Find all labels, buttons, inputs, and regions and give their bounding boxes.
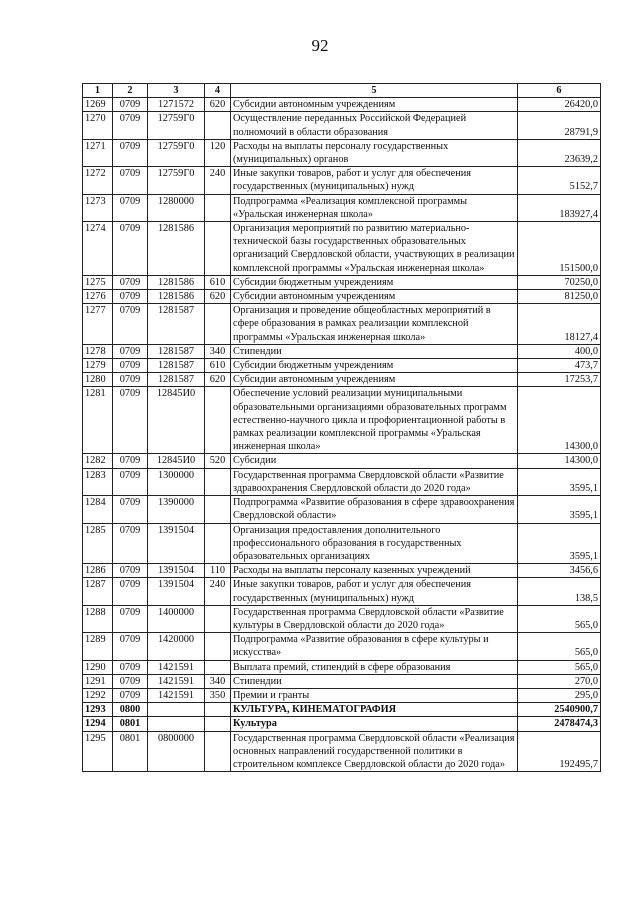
expense-type: 610: [205, 359, 231, 373]
amount: 26420,0: [518, 98, 601, 112]
article-code: 1281586: [148, 275, 205, 289]
row-number: 1286: [83, 564, 113, 578]
table-row: [83, 564, 601, 578]
amount: 3456,6: [518, 564, 601, 578]
table-row: [83, 167, 601, 194]
article-code: 1281586: [148, 290, 205, 304]
section-code: 0709: [113, 304, 148, 345]
amount: 295,0: [518, 688, 601, 702]
item-name: Государственная программа Свердловской области «Развитие культуры в Свердловской области до 2020 года»: [231, 605, 518, 632]
row-number: 1293: [83, 703, 113, 717]
section-code: 0801: [113, 731, 148, 772]
table-row: [83, 344, 601, 358]
expense-type: 240: [205, 167, 231, 194]
expense-type: [205, 660, 231, 674]
article-code: 0800000: [148, 731, 205, 772]
row-number: 1294: [83, 717, 113, 731]
item-name: КУЛЬТУРА, КИНЕМАТОГРАФИЯ: [231, 703, 518, 717]
row-number: 1274: [83, 222, 113, 276]
amount: 17253,7: [518, 373, 601, 387]
item-name: Субсидии бюджетным учреждениям: [231, 275, 518, 289]
section-code: 0709: [113, 344, 148, 358]
row-number: 1283: [83, 468, 113, 495]
section-code: 0709: [113, 222, 148, 276]
column-header: 1: [83, 84, 113, 98]
expense-type: [205, 731, 231, 772]
table-row: [83, 717, 601, 731]
row-number: 1285: [83, 523, 113, 564]
section-code: 0709: [113, 605, 148, 632]
column-header: 4: [205, 84, 231, 98]
article-code: 1281587: [148, 373, 205, 387]
article-code: 1391504: [148, 523, 205, 564]
article-code: 12845И0: [148, 454, 205, 468]
section-code: 0709: [113, 523, 148, 564]
amount: 23639,2: [518, 139, 601, 166]
amount: 3595,1: [518, 496, 601, 523]
item-name: Государственная программа Свердловской области «Реализация основных направлений государственной политики в строительном комплексе Свердловской области до 2020 года»: [231, 731, 518, 772]
item-name: Субсидии автономным учреждениям: [231, 98, 518, 112]
column-header: 5: [231, 84, 518, 98]
budget-table: [82, 83, 601, 772]
expense-type: 520: [205, 454, 231, 468]
amount: 3595,1: [518, 468, 601, 495]
expense-type: 110: [205, 564, 231, 578]
article-code: [148, 703, 205, 717]
article-code: 1281587: [148, 344, 205, 358]
table-row: [83, 496, 601, 523]
item-name: Государственная программа Свердловской области «Развитие здравоохранения Свердловской области до 2020 года»: [231, 468, 518, 495]
expense-type: 340: [205, 344, 231, 358]
amount: 151500,0: [518, 222, 601, 276]
table-row: [83, 523, 601, 564]
section-code: 0709: [113, 387, 148, 454]
expense-type: 620: [205, 290, 231, 304]
column-header: 2: [113, 84, 148, 98]
item-name: Иные закупки товаров, работ и услуг для обеспечения государственных (муниципальных) нужд: [231, 578, 518, 605]
amount: 18127,4: [518, 304, 601, 345]
table-row: [83, 605, 601, 632]
row-number: 1284: [83, 496, 113, 523]
amount: 2478474,3: [518, 717, 601, 731]
section-code: 0709: [113, 112, 148, 139]
expense-type: [205, 468, 231, 495]
row-number: 1279: [83, 359, 113, 373]
item-name: Выплата премий, стипендий в сфере образования: [231, 660, 518, 674]
table-row: [83, 194, 601, 221]
section-code: 0709: [113, 633, 148, 660]
expense-type: 340: [205, 674, 231, 688]
item-name: Подпрограмма «Развитие образования в сфере культуры и искусства»: [231, 633, 518, 660]
section-code: 0709: [113, 167, 148, 194]
column-header: 6: [518, 84, 601, 98]
row-number: 1281: [83, 387, 113, 454]
item-name: Стипендии: [231, 344, 518, 358]
row-number: 1290: [83, 660, 113, 674]
row-number: 1276: [83, 290, 113, 304]
expense-type: [205, 304, 231, 345]
item-name: Организация мероприятий по развитию материально-технической базы государственных образовательных организаций Свердловской области, участвующих в реализации комплексной программы «Уральская инженерная школа»: [231, 222, 518, 276]
expense-type: 240: [205, 578, 231, 605]
amount: 565,0: [518, 605, 601, 632]
article-code: 12759Г0: [148, 139, 205, 166]
table-row: [83, 275, 601, 289]
table-row: [83, 387, 601, 454]
table-row: [83, 731, 601, 772]
expense-type: [205, 717, 231, 731]
item-name: Иные закупки товаров, работ и услуг для обеспечения государственных (муниципальных) нужд: [231, 167, 518, 194]
expense-type: 620: [205, 373, 231, 387]
amount: 28791,9: [518, 112, 601, 139]
article-code: 12845И0: [148, 387, 205, 454]
section-code: 0709: [113, 468, 148, 495]
table-row: [83, 112, 601, 139]
item-name: Культура: [231, 717, 518, 731]
row-number: 1271: [83, 139, 113, 166]
table-row: [83, 660, 601, 674]
article-code: 1300000: [148, 468, 205, 495]
row-number: 1291: [83, 674, 113, 688]
amount: 183927,4: [518, 194, 601, 221]
item-name: Стипендии: [231, 674, 518, 688]
article-code: 1271572: [148, 98, 205, 112]
article-code: 1281587: [148, 304, 205, 345]
table-row: [83, 688, 601, 702]
expense-type: [205, 703, 231, 717]
amount: 81250,0: [518, 290, 601, 304]
page-number: 92: [311, 36, 329, 55]
section-code: 0709: [113, 139, 148, 166]
amount: 565,0: [518, 660, 601, 674]
section-code: 0709: [113, 578, 148, 605]
article-code: 1281587: [148, 359, 205, 373]
section-code: 0800: [113, 703, 148, 717]
expense-type: 610: [205, 275, 231, 289]
table-row: [83, 359, 601, 373]
expense-type: [205, 387, 231, 454]
article-code: 1391504: [148, 564, 205, 578]
amount: 3595,1: [518, 523, 601, 564]
amount: 270,0: [518, 674, 601, 688]
amount: 5152,7: [518, 167, 601, 194]
row-number: 1275: [83, 275, 113, 289]
article-code: 1281586: [148, 222, 205, 276]
item-name: Организация и проведение общеобластных мероприятий в сфере образования в рамках реализации комплексной программы «Уральская инженерная школа»: [231, 304, 518, 345]
expense-type: [205, 605, 231, 632]
table-row: [83, 290, 601, 304]
expense-type: [205, 496, 231, 523]
expense-type: [205, 523, 231, 564]
row-number: 1280: [83, 373, 113, 387]
section-code: 0709: [113, 674, 148, 688]
row-number: 1269: [83, 98, 113, 112]
row-number: 1273: [83, 194, 113, 221]
item-name: Субсидии бюджетным учреждениям: [231, 359, 518, 373]
amount: 14300,0: [518, 387, 601, 454]
article-code: 1421591: [148, 674, 205, 688]
expense-type: [205, 222, 231, 276]
table-row: [83, 468, 601, 495]
expense-type: [205, 633, 231, 660]
amount: 138,5: [518, 578, 601, 605]
expense-type: 620: [205, 98, 231, 112]
table-row: [83, 222, 601, 276]
section-code: 0709: [113, 454, 148, 468]
section-code: 0709: [113, 660, 148, 674]
row-number: 1295: [83, 731, 113, 772]
section-code: 0709: [113, 688, 148, 702]
expense-type: 120: [205, 139, 231, 166]
item-name: Подпрограмма «Реализация комплексной программы «Уральская инженерная школа»: [231, 194, 518, 221]
article-code: 1390000: [148, 496, 205, 523]
table-row: [83, 703, 601, 717]
row-number: 1270: [83, 112, 113, 139]
expense-type: [205, 112, 231, 139]
expense-type: 350: [205, 688, 231, 702]
table-row: [83, 98, 601, 112]
item-name: Организация предоставления дополнительного профессионального образования в государственных образовательных организациях: [231, 523, 518, 564]
row-number: 1277: [83, 304, 113, 345]
item-name: Расходы на выплаты персоналу казенных учреждений: [231, 564, 518, 578]
amount: 2540900,7: [518, 703, 601, 717]
amount: 70250,0: [518, 275, 601, 289]
table-row: [83, 674, 601, 688]
article-code: 1421591: [148, 660, 205, 674]
table-row: [83, 578, 601, 605]
article-code: 1421591: [148, 688, 205, 702]
article-code: 1400000: [148, 605, 205, 632]
column-header: 3: [148, 84, 205, 98]
section-code: 0709: [113, 275, 148, 289]
row-number: 1288: [83, 605, 113, 632]
row-number: 1292: [83, 688, 113, 702]
row-number: 1278: [83, 344, 113, 358]
item-name: Субсидии автономным учреждениям: [231, 290, 518, 304]
table-row: [83, 139, 601, 166]
row-number: 1289: [83, 633, 113, 660]
table-row: [83, 304, 601, 345]
article-code: 12759Г0: [148, 112, 205, 139]
row-number: 1282: [83, 454, 113, 468]
section-code: 0709: [113, 564, 148, 578]
article-code: 1280000: [148, 194, 205, 221]
item-name: Обеспечение условий реализации муниципальными образовательными организациями образовательных программ естественно-научного цикла и профориентационной работы в рамках реализации комплексной программы «Уральская инженерная школа»: [231, 387, 518, 454]
item-name: Расходы на выплаты персоналу государственных (муниципальных) органов: [231, 139, 518, 166]
item-name: Субсидии: [231, 454, 518, 468]
section-code: 0709: [113, 373, 148, 387]
article-code: 1420000: [148, 633, 205, 660]
section-code: 0709: [113, 194, 148, 221]
section-code: 0709: [113, 496, 148, 523]
section-code: 0709: [113, 359, 148, 373]
table-row: [83, 633, 601, 660]
section-code: 0709: [113, 98, 148, 112]
section-code: 0709: [113, 290, 148, 304]
amount: 565,0: [518, 633, 601, 660]
article-code: 12759Г0: [148, 167, 205, 194]
table-row: [83, 373, 601, 387]
row-number: 1287: [83, 578, 113, 605]
item-name: Осуществление переданных Российской Федерацией полномочий в области образования: [231, 112, 518, 139]
amount: 473,7: [518, 359, 601, 373]
amount: 192495,7: [518, 731, 601, 772]
item-name: Премии и гранты: [231, 688, 518, 702]
article-code: 1391504: [148, 578, 205, 605]
item-name: Подпрограмма «Развитие образования в сфере здравоохранения Свердловской области»: [231, 496, 518, 523]
table-row: [83, 454, 601, 468]
table-body: [83, 98, 601, 772]
item-name: Субсидии автономным учреждениям: [231, 373, 518, 387]
amount: 400,0: [518, 344, 601, 358]
expense-type: [205, 194, 231, 221]
section-code: 0801: [113, 717, 148, 731]
article-code: [148, 717, 205, 731]
table-header-row: [83, 84, 601, 98]
amount: 14300,0: [518, 454, 601, 468]
row-number: 1272: [83, 167, 113, 194]
